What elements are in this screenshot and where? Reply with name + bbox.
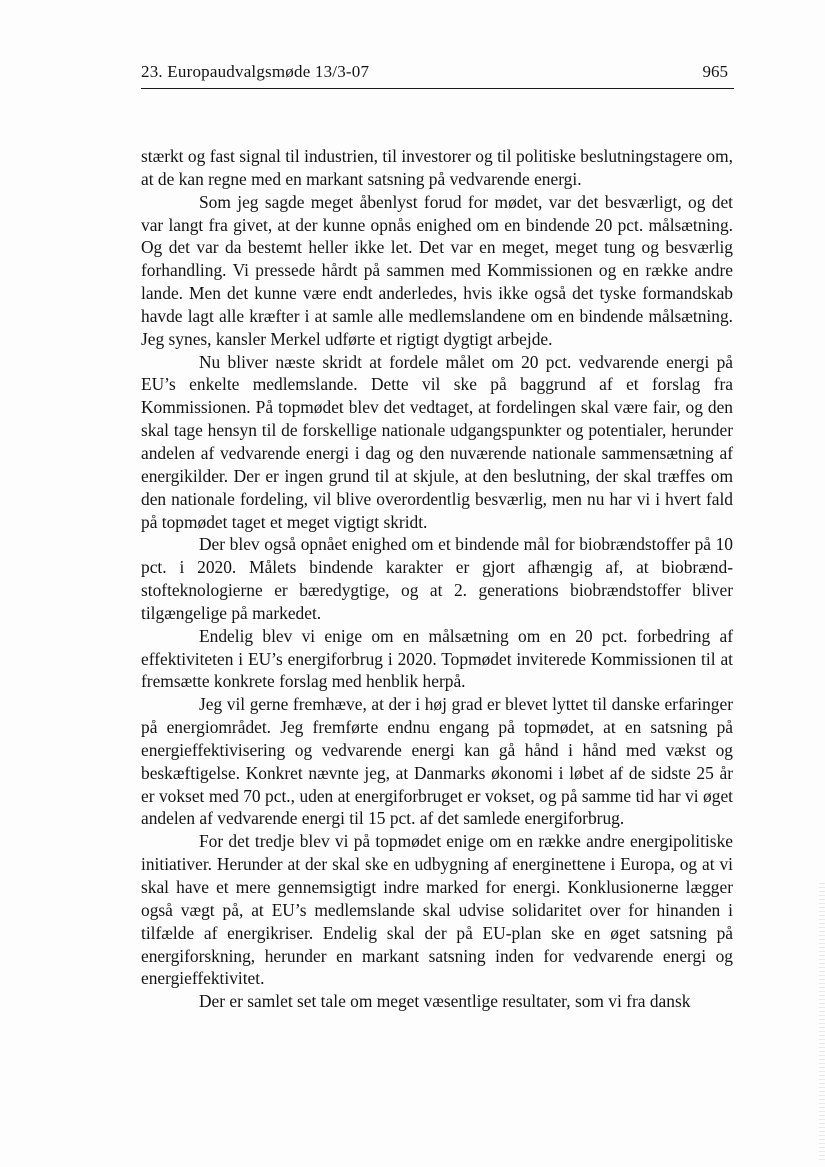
page-number: 965 [702, 62, 728, 81]
paragraph: Der blev også opnået enighed om et bindende mål for biobrændstoffer på 10 pct. i 2020. Målets bindende karakter er gjort afhængig af, at biobrændstofteknologierne er bæredygtige, og at 2. generations biobrændstoffer bliver tilgængelige på markedet. [141, 534, 733, 623]
body-text [141, 145, 733, 1013]
paragraph: Som jeg sagde meget åbenlyst forud for mødet, var det besværligt, og det var langt fra givet, at der kunne opnås enighed om en bindende 20 pct. målsætning. Og det var da bestemt heller ikke let. Det var en meget, meget tung og besværlig forhandling. Vi pressede hårdt på sammen med Kommissionen og en række andre lande. Men det kunne være endt anderledes, hvis ikke også det tyske formandskab havde lagt alle kræfter i at samle alle medlemslandene om en bindende målsætning. Jeg synes, kansler Merkel udførte et rigtigt dygtigt arbejde. [141, 191, 733, 349]
running-header [141, 62, 734, 89]
paragraph: Nu bliver næste skridt at fordele målet om 20 pct. vedvarende energi på EU’s enkelte medlemslande. Dette vil ske på baggrund af et forslag fra Kommissionen. På topmødet blev det vedtaget, at fordelingen skal være fair, og den skal tage hensyn til de forskellige nationale udgangspunkter og potentialer, herunder andelen af vedvarende energi i dag og den nuværende nationale sammensætning af energikilder. Der er ingen grund til at skjule, at den beslutning, der skal træffes om den nationale fordeling, vil blive overordentlig besværlig, men nu har vi i hvert fald på topmødet taget et meget vigtigt skridt. [141, 351, 733, 532]
scan-edge-artifact [819, 880, 825, 1160]
header-title: 23. Europaudvalgsmøde 13/3-07 [141, 62, 370, 81]
paragraph: Jeg vil gerne fremhæve, at der i høj grad er blevet lyttet til danske erfaringer på energiområdet. Jeg fremførte endnu engang på topmødet, at en satsning på energieffektivisering og vedvarende energi kan gå hånd i hånd med vækst og beskæftigelse. Konkret nævnte jeg, at Danmarks økonomi i løbet af de sidste 25 år er vokset med 70 pct., uden at energiforbruget er vokset, og på samme tid har vi øget andelen af vedvarende energi til 15 pct. af det samlede energiforbrug. [141, 694, 733, 829]
paragraph: For det tredje blev vi på topmødet enige om en række andre energipolitiske initiativer. Herunder at der skal ske en udbygning af energinettene i Europa, og at vi skal have et mere gennemsigtigt indre marked for energi. Konklusionerne lægger også vægt på, at EU’s medlemslande skal udvise solidaritet over for hinanden i tilfælde af energikriser. Endelig skal der på EU-plan ske en øget satsning på energiforskning, herunder en markant satsning inden for vedvarende energi og energieffektivitet. [141, 831, 733, 989]
paragraph: Der er samlet set tale om meget væsentlige resultater, som vi fra dansk [199, 991, 691, 1012]
paragraph-continuation: stærkt og fast signal til industrien, til investorer og til politiske beslutningstagere om, at de kan regne med en markant satsning på vedvarende energi. [141, 146, 733, 189]
paragraph: Endelig blev vi enige om en målsætning om en 20 pct. forbedring af effektiviteten i EU’s energiforbrug i 2020. Topmødet inviterede Kommissionen til at fremsætte konkrete forslag med henblik herpå. [141, 625, 733, 692]
